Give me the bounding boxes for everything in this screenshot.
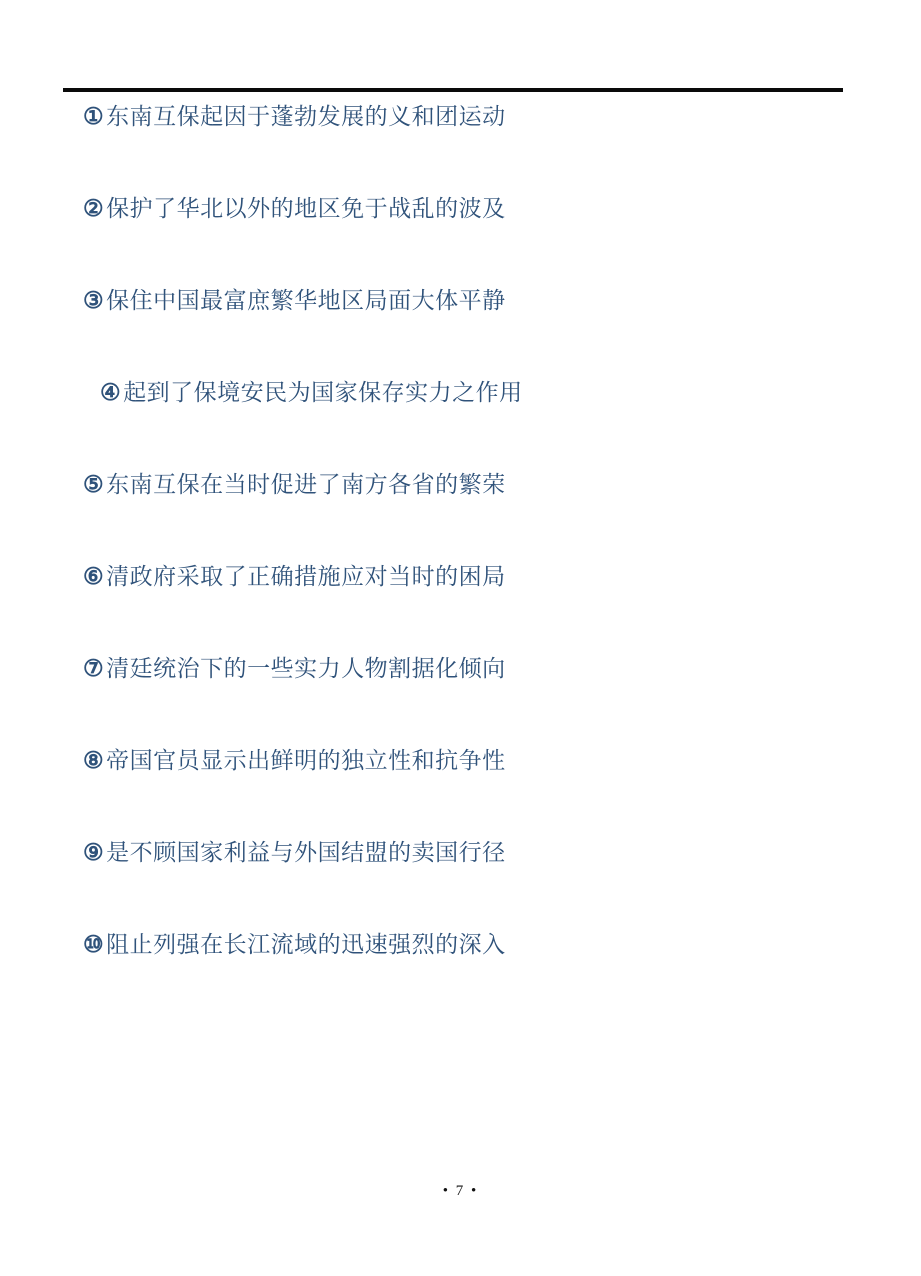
item-marker: ⑥ [83,564,105,589]
top-divider-rule [63,88,843,92]
list-item [100,380,863,406]
item-text: 东南互保在当时促进了南方各省的繁荣 [106,472,506,497]
item-text: 保护了华北以外的地区免于战乱的波及 [106,196,506,221]
item-marker: ④ [100,380,122,405]
list-item [83,748,863,774]
item-text: 是不顾国家利益与外国结盟的卖国行径 [106,840,506,865]
list-item [83,472,863,498]
item-marker: ③ [83,288,105,313]
page-number: • 7 • [442,1183,479,1199]
item-text: 清政府采取了正确措施应对当时的困局 [106,564,506,589]
list-item [83,840,863,866]
item-marker: ⑩ [83,932,105,957]
item-text: 清廷统治下的一些实力人物割据化倾向 [106,656,506,681]
item-text: 帝国官员显示出鲜明的独立性和抗争性 [106,748,506,773]
item-marker: ⑨ [83,840,105,865]
item-marker: ② [83,196,105,221]
item-text: 起到了保境安民为国家保存实力之作用 [123,380,523,405]
item-text: 东南互保起因于蓬勃发展的义和团运动 [106,104,506,129]
list-item [83,196,863,222]
item-text: 保住中国最富庶繁华地区局面大体平静 [106,288,506,313]
list-item [83,104,863,130]
item-text: 阻止列强在长江流域的迅速强烈的深入 [106,932,506,957]
list-item [83,932,863,958]
list-item [83,564,863,590]
statement-list [83,104,863,1024]
item-marker: ① [83,104,105,129]
item-marker: ⑦ [83,656,105,681]
list-item [83,656,863,682]
list-item [83,288,863,314]
item-marker: ⑤ [83,472,105,497]
item-marker: ⑧ [83,748,105,773]
